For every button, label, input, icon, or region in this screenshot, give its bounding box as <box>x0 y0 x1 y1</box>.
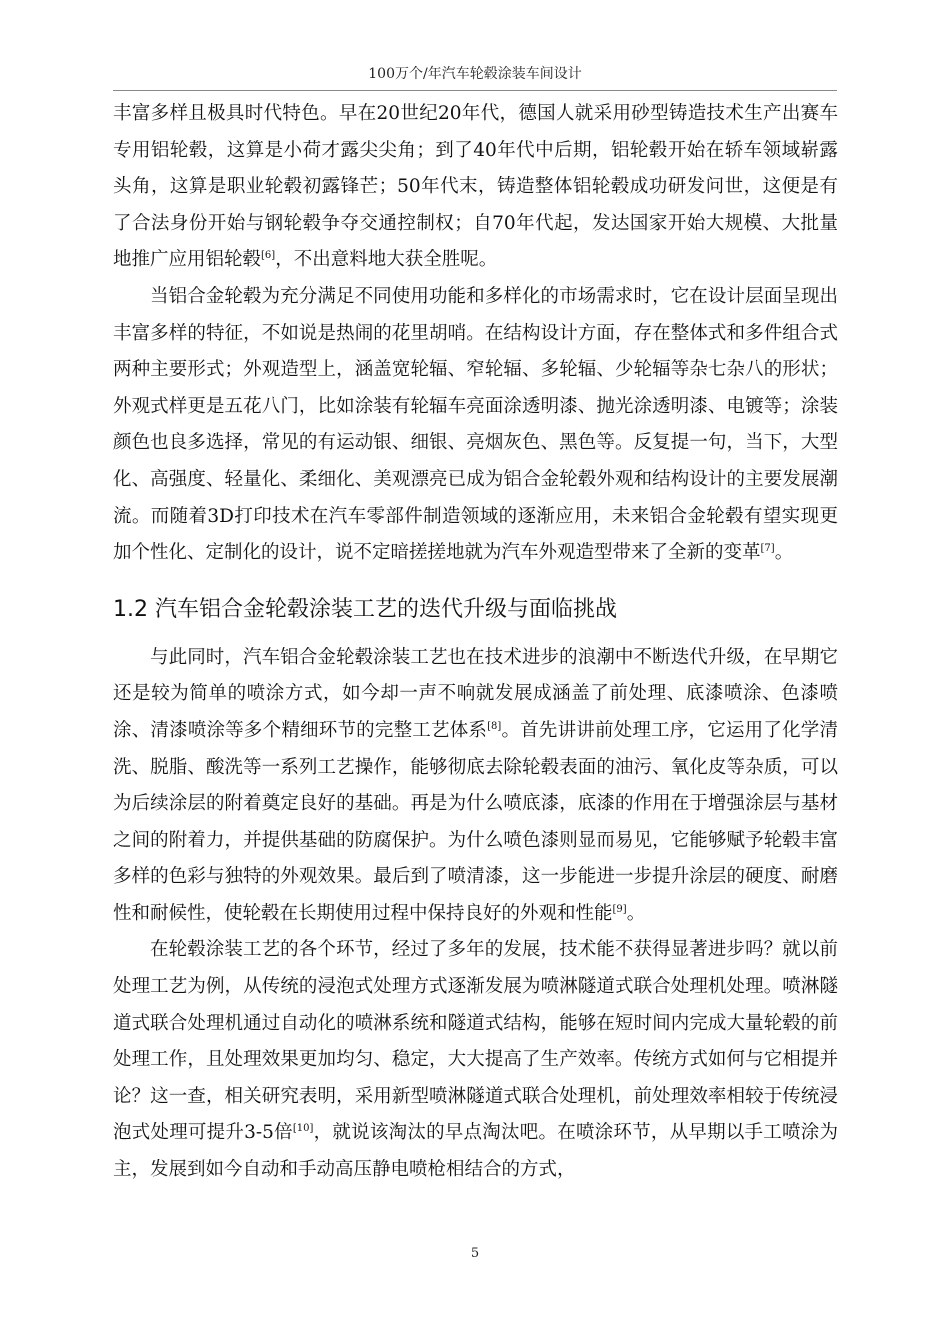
body-text-before-section <box>113 96 838 572</box>
page-number: 5 <box>470 1246 480 1261</box>
citation-reference: [10] <box>292 1123 314 1135</box>
body-paragraph <box>113 932 838 1188</box>
section-heading: 1.2 汽车铝合金轮毂涂装工艺的迭代升级与面临挑战 <box>113 596 617 622</box>
citation-reference: [7] <box>760 542 775 554</box>
paragraph-text: 在轮毂涂装工艺的各个环节，经过了多年的发展，技术能不获得显著进步吗？就以前处理工艺为例，从传统的浸泡式处理方式逐渐发展为喷淋隧道式联合处理机处理。喷淋隧道式联合处理机通过自动化的喷淋系统和隧道式结构，能够在短时间内完成大量轮毂的前处理工作，且处理效果更加均匀、稳定，大大提高了生产效率。传统方式如何与它相提并论？这一查，相关研究表明，采用新型喷淋隧道式联合处理机，前处理效率相较于传统浸泡式处理可提升3-5倍 <box>113 939 838 1144</box>
header-divider <box>113 90 837 91</box>
page-body <box>113 96 838 1189</box>
body-text-after-section <box>113 640 838 1189</box>
paragraph-text: ，不出意料地大获全胜呢。 <box>275 249 498 271</box>
paragraph-text: 。首先讲讲前处理工序，它运用了化学清洗、脱脂、酸洗等一系列工艺操作，能够彻底去除轮毂表面的油污、氧化皮等杂质，可以为后续涂层的附着奠定良好的基础。再是为什么喷底漆，底漆的作用在于增强涂层与基材之间的附着力，并提供基础的防腐保护。为什么喷色漆则显而易见，它能够赋予轮毂丰富多样的色彩与独特的外观效果。最后到了喷清漆，这一步能进一步提升涂层的硬度、耐磨性和耐候性，使轮毂在长期使用过程中保持良好的外观和性能 <box>113 719 838 924</box>
paragraph-text: 丰富多样且极具时代特色。早在20世纪20年代，德国人就采用砂型铸造技术生产出赛车专用铝轮毂，这算是小荷才露尖尖角；到了40年代中后期，铝轮毂开始在轿车领域崭露头角，这算是职业轮毂初露锋芒；50年代末，铸造整体铝轮毂成功研发问世，这便是有了合法身份开始与钢轮毂争夺交通控制权；自70年代起，发达国家开始大规模、大批量地推广应用铝轮毂 <box>113 103 838 271</box>
paragraph-text: 当铝合金轮毂为充分满足不同使用功能和多样化的市场需求时，它在设计层面呈现出丰富多样的特征，不如说是热闹的花里胡哨。在结构设计方面，存在整体式和多件组合式两种主要形式；外观造型上，涵盖宽轮辐、窄轮辐、多轮辐、少轮辐等杂七杂八的形状；外观式样更是五花八门，比如涂装有轮辐车亮面涂透明漆、抛光涂透明漆、电镀等；涂装颜色也良多选择，常见的有运动银、细银、亮烟灰色、黑色等。反复提一句，当下，大型化、高强度、轻量化、柔细化、美观漂亮已成为铝合金轮毂外观和结构设计的主要发展潮流。而随着3D打印技术在汽车零部件制造领域的逐渐应用，未来铝合金轮毂有望实现更加个性化、定制化的设计，说不定暗搓搓地就为汽车外观造型带来了全新的变革 <box>113 285 838 564</box>
citation-reference: [9] <box>612 903 627 915</box>
citation-reference: [8] <box>487 720 502 732</box>
paragraph-text: 。 <box>774 542 794 564</box>
body-paragraph <box>113 96 838 279</box>
citation-reference: [6] <box>261 250 276 262</box>
body-paragraph <box>113 640 838 933</box>
paragraph-text: ，就说该淘汰的早点淘汰吧。在喷涂环节，从早期以手工喷涂为主，发展到如今自动和手动高压静电喷枪相结合的方式， <box>113 1122 838 1181</box>
running-header: 100万个/年汽车轮毂涂装车间设计 <box>368 66 582 82</box>
body-paragraph <box>113 279 838 572</box>
paragraph-text: 与此同时，汽车铝合金轮毂涂装工艺也在技术进步的浪潮中不断迭代升级，在早期它还是较为简单的喷涂方式，如今却一声不响就发展成涵盖了前处理、底漆喷涂、色漆喷涂、清漆喷涂等多个精细环节的完整工艺体系 <box>113 646 838 741</box>
paragraph-text: 。 <box>626 902 646 924</box>
